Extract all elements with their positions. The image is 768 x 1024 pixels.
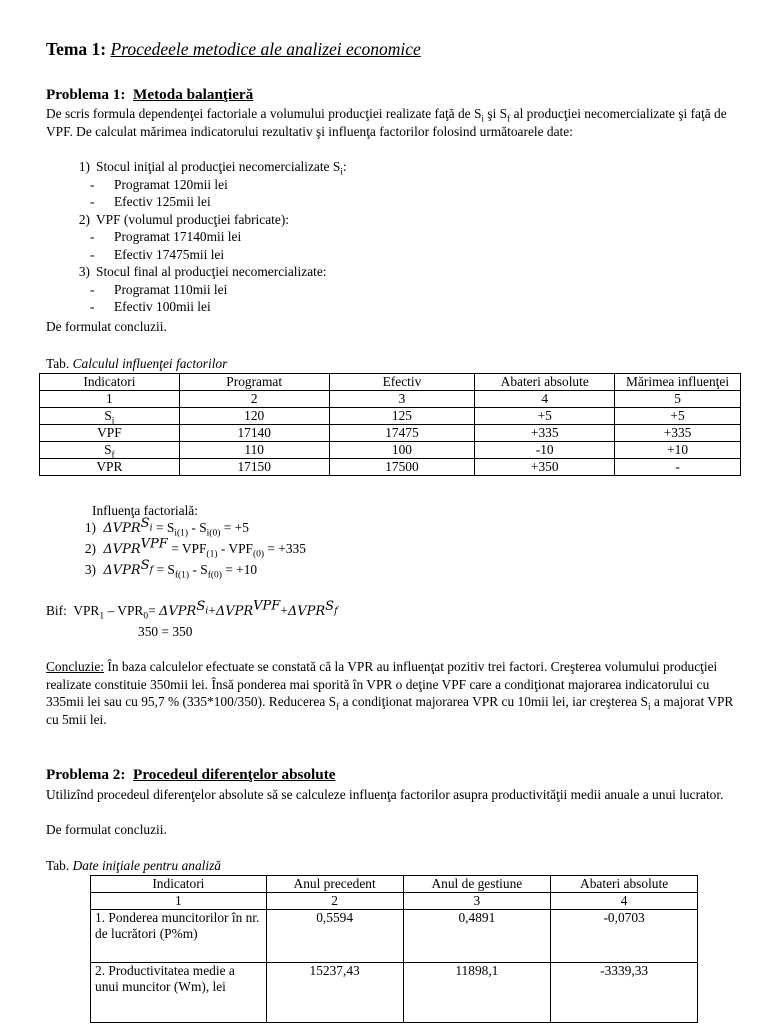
- row-label: 2. Productivitatea medie a unui muncitor (Wm), lei: [91, 963, 267, 1023]
- list-subitem: - Programat 17140mii lei: [90, 229, 242, 244]
- problem-1-heading: [46, 86, 253, 104]
- column-header: Efectiv: [329, 374, 475, 391]
- table-row: 1. Ponderea muncitorilor în nr. de lucrători (P%m) 0,5594 0,4891 -0,0703: [91, 910, 698, 963]
- list-subitem: - Programat 120mii lei: [90, 176, 228, 192]
- list-subitem: - Efectiv 17475mii lei: [90, 246, 225, 262]
- tema-topic: Procedeele metodice ale analizei economice: [110, 39, 421, 59]
- column-header: Indicatori: [91, 876, 267, 893]
- table-2-caption: Tab. Date iniţiale pentru analiză: [46, 858, 221, 873]
- bif-equation: Bif: $VPR_1 - VPR_0= \Delta VPR^{S_i}+\Delta VPR^{VPF}+\Delta VPR^{S_f}$: [46, 598, 338, 622]
- column-header: Abateri absolute: [551, 876, 698, 893]
- table-row: VPR 17150 17500 +350 -: [40, 459, 741, 476]
- list-subitem: - Efectiv 125mii lei: [90, 194, 211, 209]
- column-header: Anul de gestiune: [403, 876, 551, 893]
- conclusion-paragraph: Concluzie: În baza calculelor efectuate se constată că la VPR au influenţat pozitiv trei factori. Creşterea volumului producţiei realizate constituie 350mii lei. Însă ponderea mai sporită în VPR o deţine VPF care a condiţionat majorarea indicatorului cu 335mii lei sau cu 95,7 % (335*100/350). Reducerea $S_f$ a condiţionat majorarea VPR cu 10mii lei, iar creşterea $S_i$ a majorat VPR cu 5mii lei.: [46, 659, 734, 727]
- initial-data-table: [90, 875, 698, 1023]
- bif-check: 350 = 350: [138, 624, 193, 639]
- problem-2-prefix: Problema 2:: [46, 766, 126, 783]
- formula-row: 2) $\Delta VPR^{VPF} = VPF_{(1)} - VPF_{(0)} = +335$: [84, 536, 306, 560]
- list-item: 3) Stocul final al producţiei necomercializate:: [78, 264, 327, 279]
- formula-row: 3) $\Delta VPR^{S_f} = S_{f(1)} - S_{f(0)} = +10$: [84, 557, 258, 581]
- column-header: Mărimea influenţei: [615, 374, 741, 391]
- column-header: Indicatori: [40, 374, 180, 391]
- problem-2-conclude-note: De formulat concluzii.: [46, 822, 167, 837]
- table-header-row: [91, 876, 698, 893]
- influence-formulas: [70, 515, 306, 582]
- page-title: [46, 38, 421, 60]
- problem-2-heading: [46, 766, 336, 784]
- list-subitem: - Programat 110mii lei: [90, 281, 228, 297]
- problem-1-intro: De scris formula dependenţei factoriale a volumului producţiei realizate faţă de $S_i$ şi $S_f$ al producţiei necomercializate şi faţă de VPF. De calculat mărimea indicatorului rezultativ şi influenţa factorilor folosind următoarele date:: [46, 106, 727, 139]
- list-item: 1) Stocul iniţial al producţiei necomercializate $S_i$:: [78, 159, 347, 178]
- column-header: Abateri absolute: [475, 374, 615, 391]
- column-header: Programat: [179, 374, 329, 391]
- problem-2-name: Procedeul diferenţelor absolute: [133, 766, 336, 783]
- problem-1-prefix: Problema 1:: [46, 86, 126, 103]
- problem-1-name: Metoda balanţieră: [133, 86, 254, 103]
- column-header: Anul precedent: [266, 876, 403, 893]
- problem-1-conclude-note: De formulat concluzii.: [46, 319, 167, 334]
- row-label: 1. Ponderea muncitorilor în nr. de lucrători (P%m): [91, 910, 267, 963]
- list-subitem: - Efectiv 100mii lei: [90, 299, 211, 314]
- table-row: $S_i$ 120 125 +5 +5: [40, 408, 741, 425]
- tema-label: Tema 1:: [46, 39, 107, 59]
- problem-2-intro: Utilizînd procedeul diferenţelor absolute să se calculeze influenţa factorilor asupra productivităţii medii anuale a unui lucrator.: [46, 787, 724, 802]
- table-row: $S_f$ 110 100 -10 +10: [40, 442, 741, 459]
- table-row: VPF 17140 17475 +335 +335: [40, 425, 741, 442]
- table-1-caption: Tab. Calculul influenţei factorilor: [46, 356, 228, 371]
- table-row: 2. Productivitatea medie a unui muncitor (Wm), lei 15237,43 11898,1 -3339,33: [91, 963, 698, 1023]
- table-number-row: 1 2 3 4 5: [40, 391, 741, 408]
- formula-row: 1) $\Delta VPR^{S_i} = S_{i(1)} - S_{i(0)} = +5$: [84, 515, 249, 539]
- influence-table: [39, 373, 741, 476]
- table-header-row: [40, 374, 741, 391]
- list-item: 2) VPF (volumul producţiei fabricate):: [78, 211, 290, 227]
- problem-1-data-list: [46, 158, 347, 316]
- table-number-row: 1 2 3 4: [91, 893, 698, 910]
- influence-title: Influenţa factorială:: [92, 503, 198, 518]
